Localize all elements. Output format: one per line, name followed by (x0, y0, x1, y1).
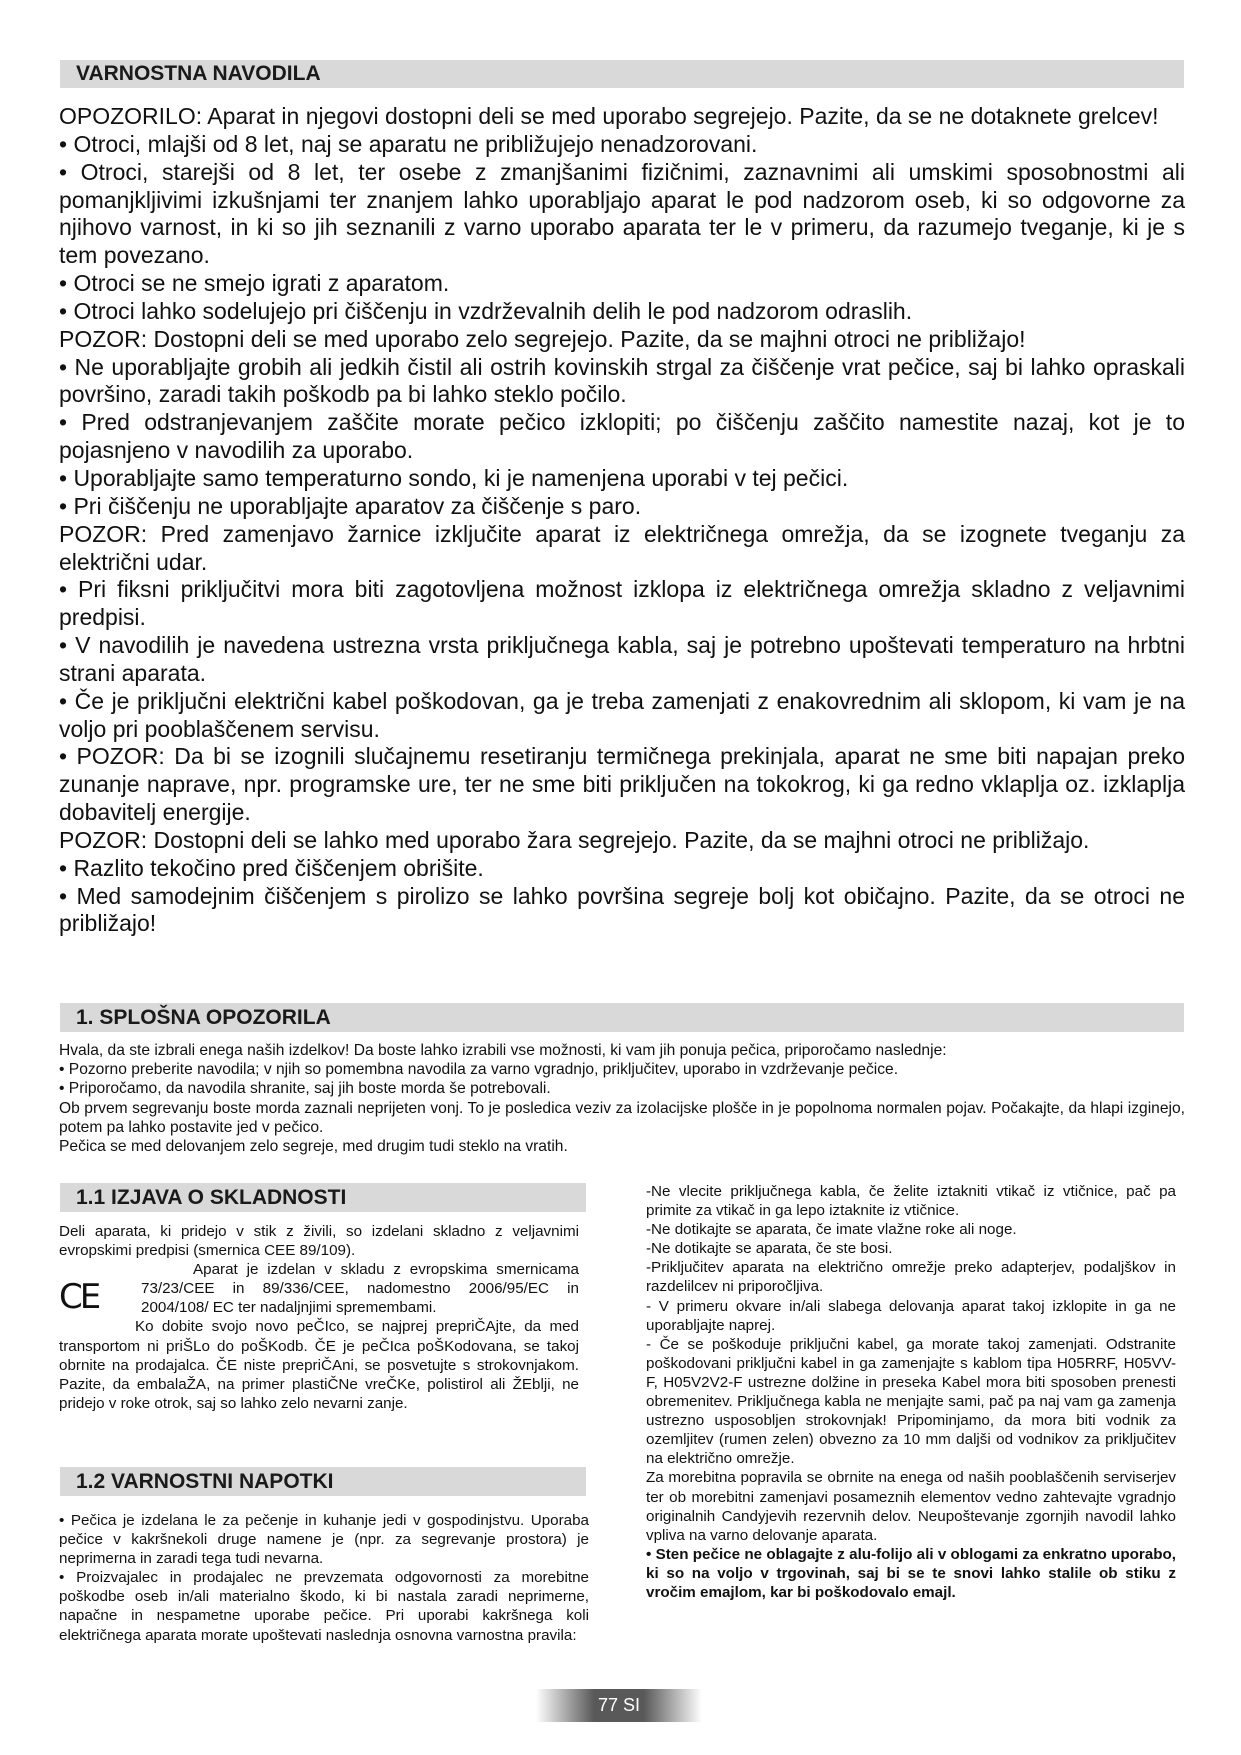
general-paragraph: Pečica se med delovanjem zelo segreje, med drugim tudi steklo na vratih. (59, 1138, 568, 1156)
safety-paragraph: OPOZORILO: Aparat in njegovi dostopni deli se med uporabo segrejejo. Pazite, da se ne dotaknete grelcev! (59, 103, 1159, 129)
right-paragraph: - V primeru okvare in/ali slabega delovanja aparat takoj izklopite in ga ne uporabljajte naprej. (646, 1297, 1176, 1334)
transport-note: Ko dobite svojo novo peČIco, se najprej prepriČAjte, da med transportom ni priŠLo do poŠKodb. ČE je peČIca poŠKodovana, se takoj obrnite na prodajalca. ČE niste prepriČAni, se posvetujte s strokovnjakom. Pazite, da embalaŽA, na primer plastiČNe vreČKe, polistirol ali ŽEblji, ne pridejo v roke otrok, saj so lahko zelo nevarni zanje. (59, 1318, 579, 1412)
safety-heading-text: VARNOSTNA NAVODILA (76, 62, 321, 85)
right-paragraph: Za morebitna popravila se obrnite na enega od naših pooblaščenih serviserjev ter ob morebitni zamenjavi posameznih elementov vedno zahtevajte vgradnjo originalnih Candyjevih rezervnih delov. Neupoštevanje zgornjih navodil lahko vpliva na varno delovanje aparata. (646, 1469, 1176, 1544)
safety-paragraph: • Pred odstranjevanjem zaščite morate pečico izklopiti; po čiščenju zaščito namestite nazaj, kot je to pojasnjeno v navodilih za uporabo. (59, 409, 1185, 464)
safety-paragraph: • Otroci lahko sodelujejo pri čiščenju in vzdrževalnih delih le pod nadzorom odraslih. (59, 297, 913, 324)
safety-paragraph: POZOR: Dostopni deli se med uporabo zelo segrejejo. Pazite, da se majhni otroci ne približajo! (59, 325, 1026, 352)
safety-paragraph: • Otroci se ne smejo igrati z aparatom. (59, 270, 450, 297)
general-paragraph: • Priporočamo, da navodila shranite, saj jih boste morda še potrebovali. (59, 1080, 551, 1098)
safety-paragraph: • Med samodejnim čiščenjem s pirolizo se lahko površina segreje bolj kot običajno. Pazite, da se otroci ne približajo! (59, 882, 1185, 937)
tips-heading-text: 1.2 VARNOSTNI NAPOTKI (76, 1470, 334, 1493)
right-paragraph: -Ne dotikajte se aparata, če ste bosi. (646, 1240, 893, 1258)
conformity-intro: Deli aparata, ki pridejo v stik z živili, so izdelani skladno z veljavnimi evropskimi predpisi (smernica CEE 89/109). (59, 1223, 579, 1260)
safety-paragraph: • Razlito tekočino pred čiščenjem obrišite. (59, 854, 484, 881)
safety-paragraph: • Pri fiksni priključitvi mora biti zagotovljena možnost izklopa iz električnega omrežja skladno z veljavnimi predpisi. (59, 576, 1185, 631)
ce-block (59, 1260, 579, 1317)
safety-paragraph: • Otroci, mlajši od 8 let, naj se aparatu ne približujejo nenadzorovani. (59, 130, 758, 157)
ce-statement-text: Aparat je izdelan v skladu z evropskima smernicama 73/23/CEE in 89/336/CEE, nadomestno 2006/95/EC in 2004/108/ EC ter nadaljnjimi spremembami. (141, 1261, 579, 1317)
safety-paragraph: • Če je priključni električni kabel poškodovan, ga je treba zamenjati z enakovrednim ali sklopom, ki vam je na voljo pri pooblaščenem servisu. (59, 687, 1185, 742)
right-paragraph: - Če se poškoduje priključni kabel, ga morate takoj zamenjati. Odstranite poškodovani priključni kabel in ga zamenjajte s kablom tipa H05RRF, H05VV-F, H05V2V2-F ustrezne dolžine in preseka Kabel mora biti sposoben prenesti obremenitev. Priključnega kabla ne menjajte sami, pač pa naj vam ga zamenja ustrezno usposobljen strokovnjak! Pripominjamo, da mora biti vodnik za ozemljitev (rumen zelen) obvezno za 10 mm daljši od vodnikov za priključitev na električno omrežje. (646, 1335, 1176, 1468)
conformity-heading-text: 1.1 IZJAVA O SKLADNOSTI (76, 1186, 347, 1209)
safety-paragraph: • V navodilih je navedena ustrezna vrsta priključnega kabla, saj je potrebno upoštevati temperaturo na hrbtni strani aparata. (59, 632, 1185, 686)
conformity-text (59, 1222, 579, 1413)
tips-paragraph: • Pečica je izdelana le za pečenje in kuhanje jedi v gospodinjstvu. Uporaba pečice v kakršnekoli druge namene je (npr. za segrevanje prostora) je neprimerna in zaradi tega tudi nevarna. (59, 1512, 589, 1568)
foil-warning: • Sten pečice ne oblagajte z alu-folijo ali v oblogami za enkratno uporabo, ki so na voljo v trgovinah, saj bi se te snovi lahko stalile ob stiku z vročim emajlom, kar bi poškodovalo emajl. (646, 1545, 1176, 1601)
safety-paragraph: • Otroci, starejši od 8 let, ter osebe z zmanjšanimi fizičnimi, zaznavnimi ali umskimi sposobnostmi ali pomanjkljivimi izkušnjami ter znanjem lahko uporabljajo aparat le pod nadzorom oseb, ki so odgovorne za njihovo varnost, in ki so jih seznanili z varno uporabo aparata ter le v primeru, da razumejo tveganje, ki je s tem povezano. (59, 158, 1185, 269)
tips-paragraph: • Proizvajalec in prodajalec ne prevzemata odgovornosti za morebitne poškodbe oseb in/ali materialno škodo, ki bi nastala zaradi neprimerne, napačne in nespametne uporabe pečice. Pri uporabi kakršnega koli električnega aparata morate upoštevati naslednja osnovna varnostna pravila: (59, 1569, 589, 1644)
general-paragraph: Ob prvem segrevanju boste morda zaznali neprijeten vonj. To je posledica veziv za izolacijske plošče in je popolnoma normalen pojav. Počakajte, da hlapi izginejo, potem pa lahko postavite jed v pečico. (59, 1099, 1185, 1136)
conformity-heading (60, 1183, 586, 1212)
general-text (59, 1041, 1185, 1156)
right-paragraph: -Ne dotikajte se aparata, če imate vlažne roke ali noge. (646, 1221, 1017, 1239)
ce-statement (59, 1260, 579, 1317)
right-paragraph: -Priključitev aparata na električno omrežje preko adapterjev, podaljškov in razdelilcev ni priporočljiva. (646, 1259, 1176, 1296)
safety-paragraph: • Pri čiščenju ne uporabljajte aparatov za čiščenje s paro. (59, 492, 642, 519)
right-paragraph: -Ne vlecite priključnega kabla, če želite iztakniti vtikač iz vtičnice, pač pa primite za vtikač in ga lepo iztaknite iz vtičnice. (646, 1183, 1176, 1220)
general-paragraph: Hvala, da ste izbrali enega naših izdelkov! Da boste lahko izrabili vse možnosti, ki vam jih ponuja pečica, priporočamo naslednje: (59, 1042, 947, 1059)
ce-mark-logo: CE (59, 1277, 99, 1318)
safety-text (59, 103, 1185, 938)
safety-paragraph: • Uporabljajte samo temperaturno sondo, ki je namenjena uporabi v tej pečici. (59, 464, 849, 491)
safety-paragraph: POZOR: Dostopni deli se lahko med uporabo žara segrejejo. Pazite, da se majhni otroci ne približajo. (59, 826, 1090, 853)
safety-paragraph: POZOR: Pred zamenjavo žarnice izključite aparat iz električnega omrežja, da se izognete tveganju za električni udar. (59, 520, 1185, 575)
tips-heading (60, 1467, 586, 1496)
page-number: 77 SI (536, 1689, 702, 1722)
tips-text (59, 1511, 589, 1645)
general-heading-text: 1. SPLOŠNA OPOZORILA (76, 1006, 331, 1029)
general-paragraph: • Pozorno preberite navodila; v njih so pomembna navodila za varno vgradnjo, priključitev, uporabo in vzdrževanje pečice. (59, 1061, 899, 1079)
safety-paragraph: • POZOR: Da bi se izognili slučajnemu resetiranju termičnega prekinjala, aparat ne sme biti napajan preko zunanje naprave, npr. programske ure, ter ne sme biti priključen na tokokrog, ki ga redno vklaplja oz. izklaplja dobavitelj energije. (59, 743, 1185, 826)
safety-heading (60, 60, 1184, 88)
safety-paragraph: • Ne uporabljajte grobih ali jedkih čistil ali ostrih kovinskih strgal za čiščenje vrat pečice, saj bi lahko opraskali površino, zaradi takih poškodb pa bi lahko steklo počilo. (59, 353, 1185, 408)
right-column-text (646, 1182, 1176, 1602)
general-heading (60, 1003, 1184, 1032)
